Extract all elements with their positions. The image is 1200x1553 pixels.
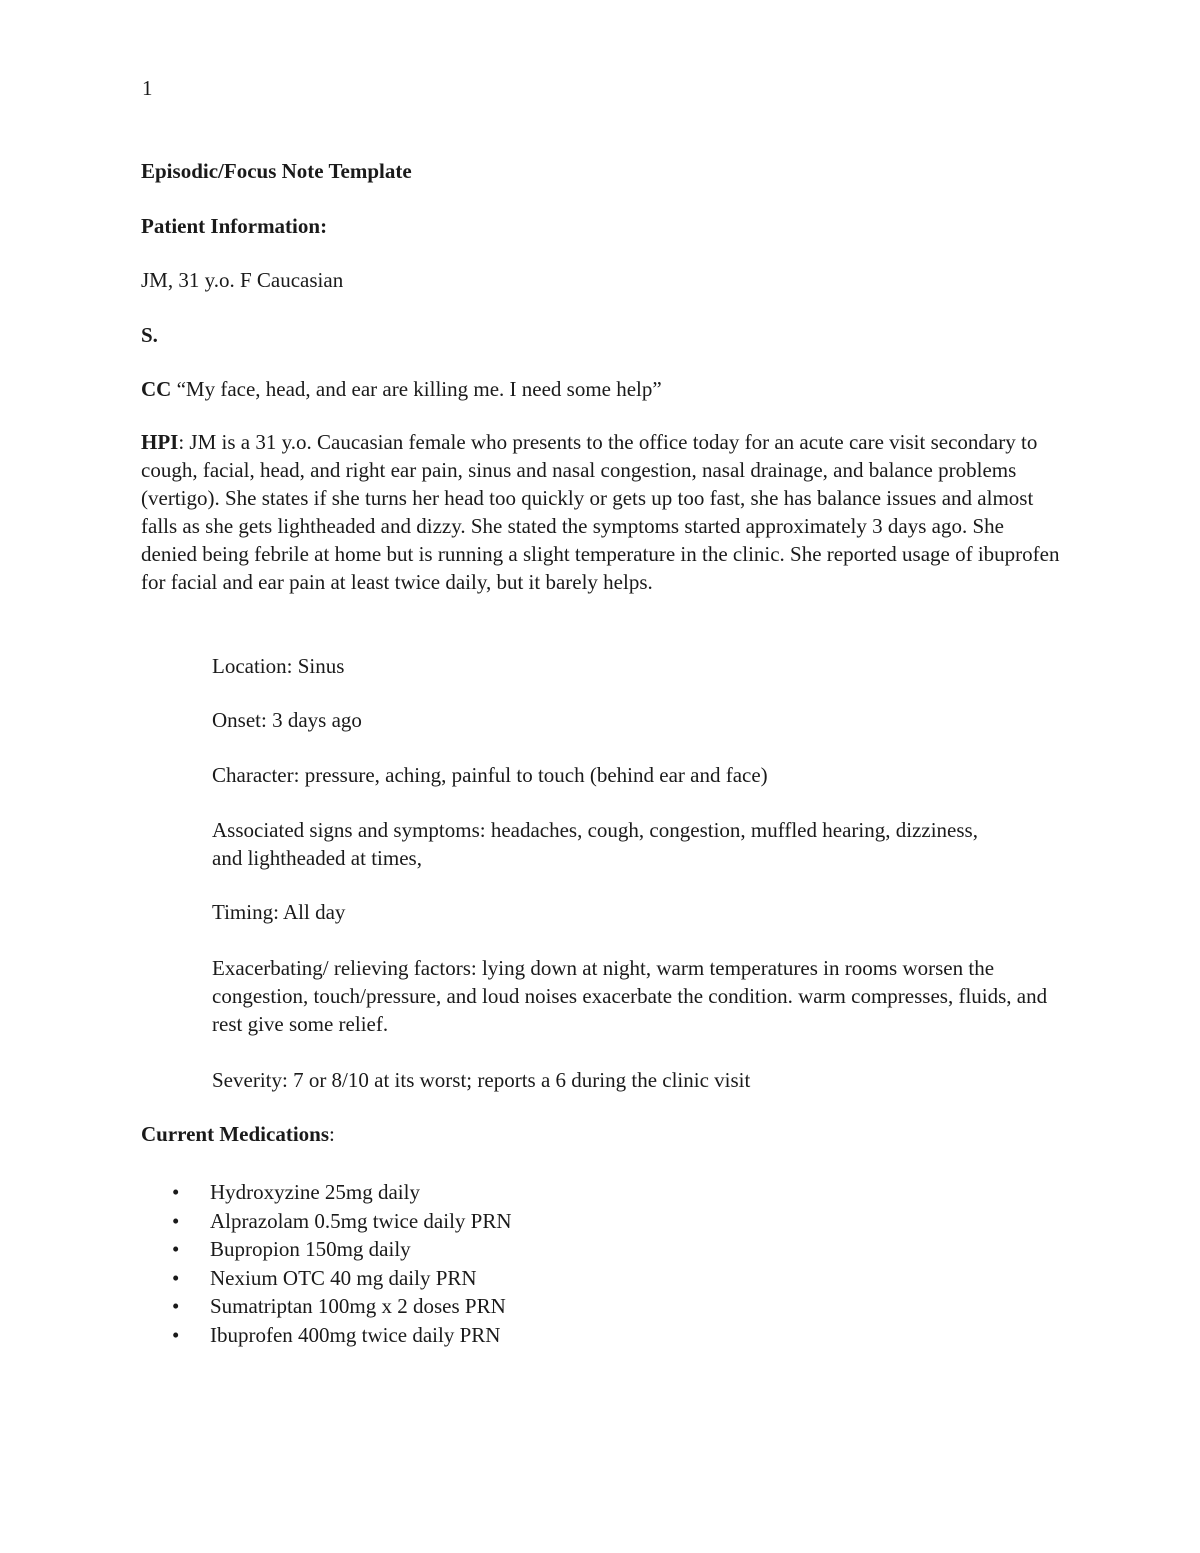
- hpi-factors: Exacerbating/ relieving factors: lying down at night, warm temperatures in rooms worsen the congestion, touch/pressure, and loud noises exacerbate the condition. warm compresses, fluids, and rest give some relief.: [212, 956, 1048, 1036]
- bullet-icon: •: [172, 1208, 180, 1233]
- chief-complaint: [141, 375, 662, 403]
- page-number: 1: [142, 76, 153, 100]
- list-item: • Hydroxyzine 25mg daily: [172, 1180, 420, 1204]
- bullet-icon: •: [172, 1294, 180, 1319]
- current-medications-heading: Current Medications:: [141, 1122, 335, 1146]
- list-item: • Sumatriptan 100mg x 2 doses PRN: [172, 1294, 506, 1319]
- bullet-icon: •: [172, 1237, 180, 1262]
- patient-information-heading: Patient Information:: [141, 214, 328, 238]
- hpi-label: HPI: [141, 430, 179, 454]
- bullet-icon: •: [172, 1180, 180, 1204]
- list-item: • Nexium OTC 40 mg daily PRN: [172, 1265, 477, 1290]
- hpi-paragraph: [141, 428, 1061, 596]
- hpi-text: : JM is a 31 y.o. Caucasian female who presents to the office today for an acute care visit secondary to cough, facial, head, and right ear pain, sinus and nasal congestion, nasal drainage, and balance problems (vertigo). She states if she turns her head too quickly or gets up too fast, she has balance issues and almost falls as she gets lightheaded and dizzy. She stated the symptoms started approximately 3 days ago. She denied being febrile at home but is running a slight temperature in the clinic. She reported usage of ibuprofen for facial and ear pain at least twice daily, but it barely helps.: [141, 430, 1060, 594]
- hpi-severity: Severity: 7 or 8/10 at its worst; reports a 6 during the clinic visit: [212, 1068, 751, 1092]
- medication-list: [172, 1178, 512, 1350]
- hpi-onset: Onset: 3 days ago: [212, 708, 362, 732]
- hpi-location: Location: Sinus: [212, 654, 345, 678]
- list-item: • Alprazolam 0.5mg twice daily PRN: [172, 1208, 512, 1233]
- hpi-timing: Timing: All day: [212, 900, 346, 924]
- hpi-character: Character: pressure, aching, painful to touch (behind ear and face): [212, 763, 768, 787]
- bullet-icon: •: [172, 1322, 180, 1347]
- patient-summary: JM, 31 y.o. F Caucasian: [141, 268, 344, 292]
- subjective-heading: S.: [141, 323, 158, 347]
- cc-label: CC: [141, 377, 172, 401]
- bullet-icon: •: [172, 1265, 180, 1290]
- hpi-associated-symptoms: Associated signs and symptoms: headaches, cough, congestion, muffled hearing, dizziness, and lightheaded at times,: [212, 818, 978, 870]
- page-title: Episodic/Focus Note Template: [141, 159, 412, 183]
- list-item: • Ibuprofen 400mg twice daily PRN: [172, 1322, 501, 1347]
- cc-text: “My face, head, and ear are killing me. I need some help”: [171, 377, 662, 401]
- list-item: • Bupropion 150mg daily: [172, 1237, 411, 1262]
